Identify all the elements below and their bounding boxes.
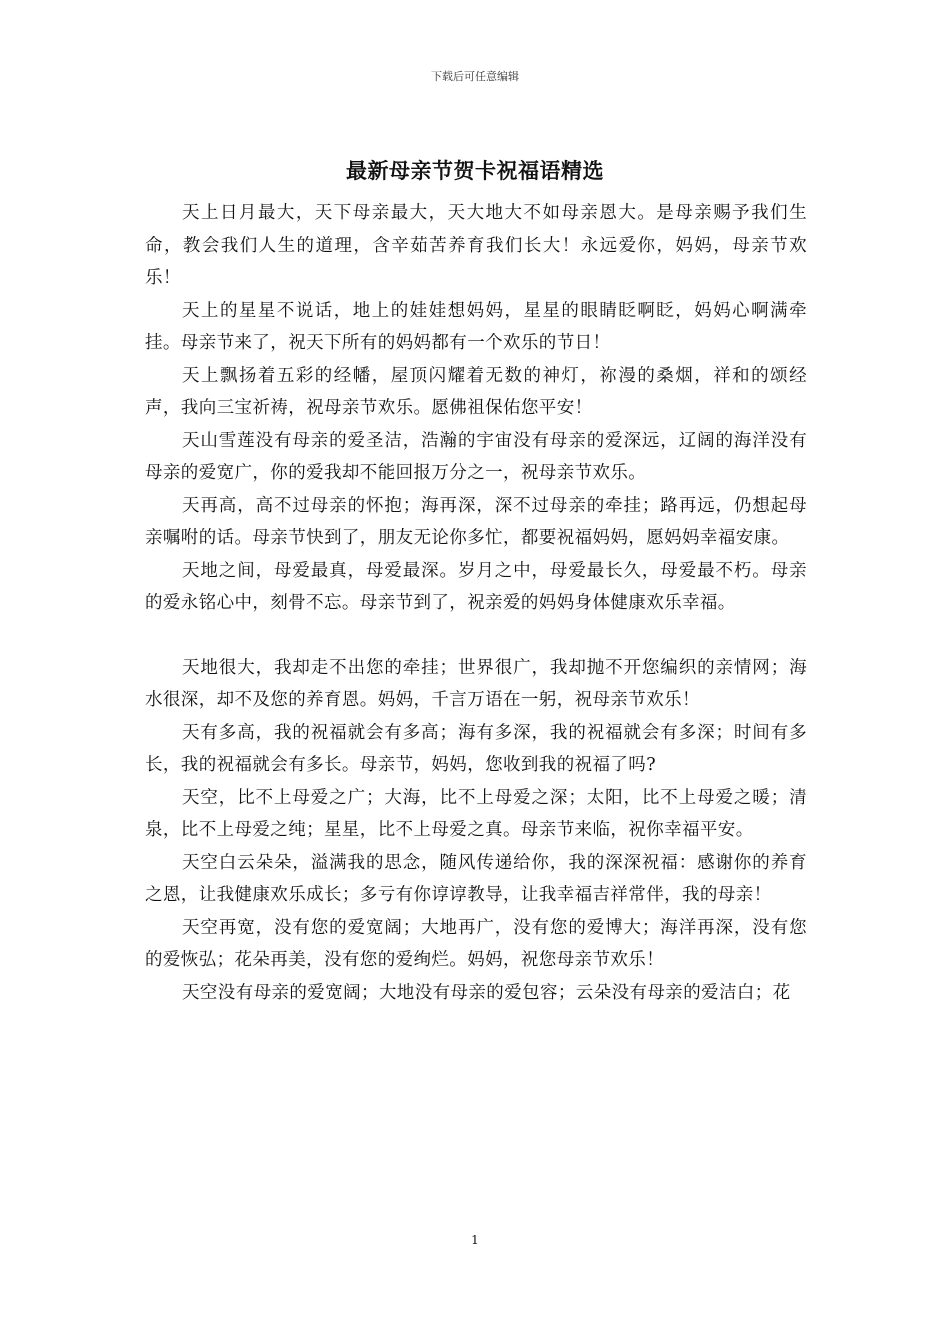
paragraph: 天空，比不上母爱之广；大海，比不上母爱之深；太阳，比不上母爱之暖；清泉，比不上母爱之纯；星星，比不上母爱之真。母亲节来临，祝你幸福平安。 <box>145 787 807 840</box>
paragraph: 天空白云朵朵，溢满我的思念，随风传递给你，我的深深祝福：感谢你的养育之恩，让我健康欢乐成长；多亏有你谆谆教导，让我幸福吉祥常伴，我的母亲！ <box>145 852 807 905</box>
paragraph-gap <box>145 620 807 652</box>
paragraph: 天上日月最大，天下母亲最大，天大地大不如母亲恩大。是母亲赐予我们生命，教会我们人生的道理，含辛茹苦养育我们长大！永远爱你，妈妈，母亲节欢乐！ <box>145 203 807 288</box>
paragraph: 天地很大，我却走不出您的牵挂；世界很广，我却抛不开您编织的亲情网；海水很深，却不及您的养育恩。妈妈，千言万语在一躬，祝母亲节欢乐！ <box>145 657 807 710</box>
paragraph: 天空再宽，没有您的爱宽阔；大地再广，没有您的爱博大；海洋再深，没有您的爱恢弘；花朵再美，没有您的爱绚烂。妈妈，祝您母亲节欢乐！ <box>145 917 807 970</box>
page-number: 1 <box>471 1233 479 1247</box>
paragraph: 天地之间，母爱最真，母爱最深。岁月之中，母爱最长久，母爱最不朽。母亲的爱永铭心中，刻骨不忘。母亲节到了，祝亲爱的妈妈身体健康欢乐幸福。 <box>145 560 807 613</box>
document-body <box>145 197 807 1009</box>
paragraph: 天空没有母亲的爱宽阔；大地没有母亲的爱包容；云朵没有母亲的爱洁白；花 <box>182 982 791 1003</box>
paragraph: 天再高，高不过母亲的怀抱；海再深，深不过母亲的牵挂；路再远，仍想起母亲嘱咐的话。母亲节快到了，朋友无论你多忙，都要祝福妈妈，愿妈妈幸福安康。 <box>145 495 807 548</box>
paragraph: 天有多高，我的祝福就会有多高；海有多深，我的祝福就会有多深；时间有多长，我的祝福就会有多长。母亲节，妈妈，您收到我的祝福了吗? <box>145 722 807 775</box>
header-note: 下载后可任意编辑 <box>431 70 519 83</box>
paragraph: 天山雪莲没有母亲的爱圣洁，浩瀚的宇宙没有母亲的爱深远，辽阔的海洋没有母亲的爱宽广，你的爱我却不能回报万分之一，祝母亲节欢乐。 <box>145 430 807 483</box>
paragraph: 天上的星星不说话，地上的娃娃想妈妈，星星的眼睛眨啊眨，妈妈心啊满牵挂。母亲节来了，祝天下所有的妈妈都有一个欢乐的节日！ <box>145 300 807 353</box>
page-title: 最新母亲节贺卡祝福语精选 <box>346 158 604 183</box>
paragraph: 天上飘扬着五彩的经幡，屋顶闪耀着无数的神灯，祢漫的桑烟，祥和的颂经声，我向三宝祈祷，祝母亲节欢乐。愿佛祖保佑您平安！ <box>145 365 807 418</box>
